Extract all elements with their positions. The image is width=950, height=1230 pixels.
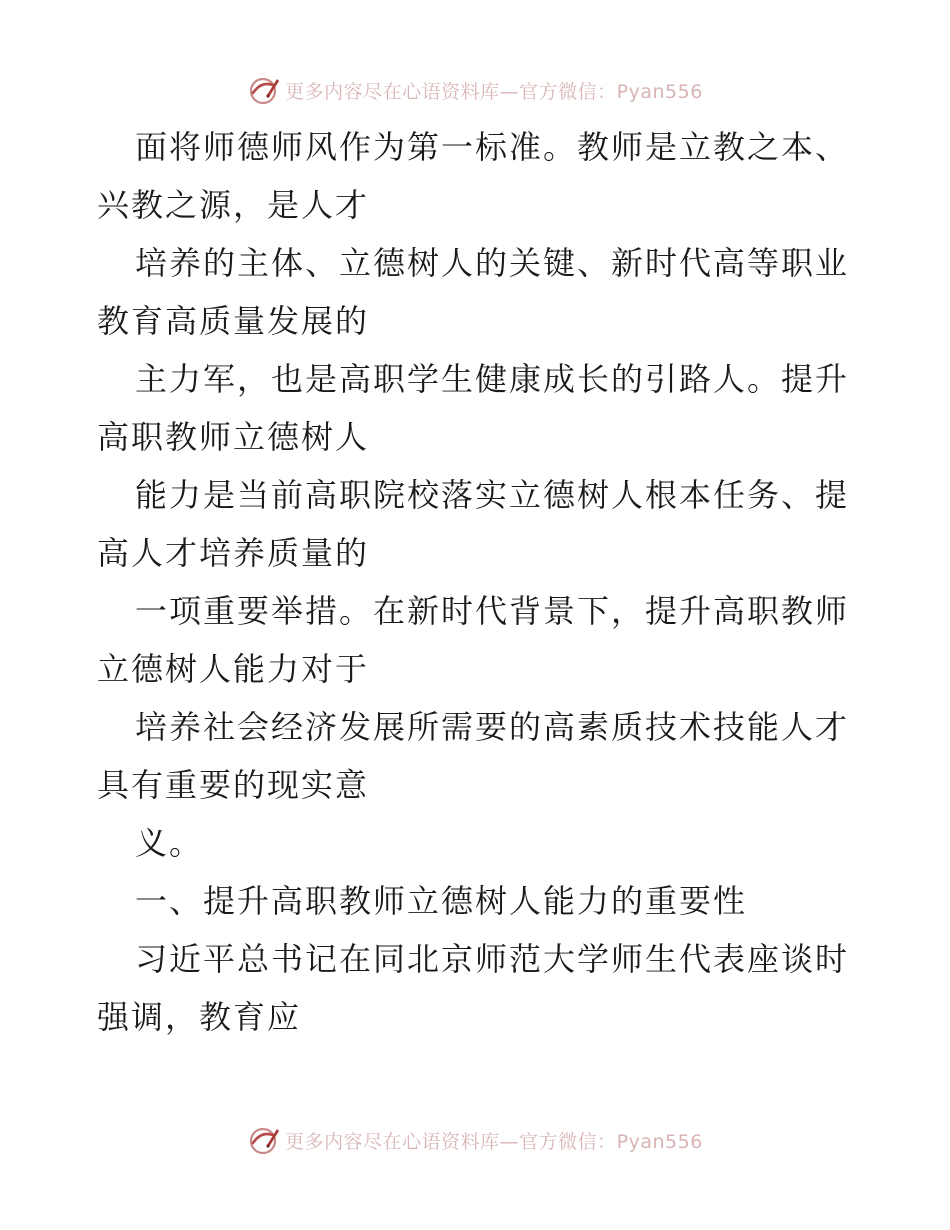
pen-swirl-logo-icon [247,73,281,107]
paragraph-line: 主力军，也是高职学生健康成长的引路人。提升 [135,360,850,398]
paragraph-line: 能力是当前高职院校落实立德树人根本任务、提 [135,476,850,514]
paragraph-line: 培养的主体、立德树人的关键、新时代高等职业 [135,244,850,282]
paragraph-line: 义。 [135,824,204,862]
paragraph-line: 立德树人能力对于 [97,650,370,688]
paragraph-line: 强调，教育应 [97,998,302,1036]
watermark-text: 更多内容尽在心语资料库—官方微信：Pyan556 [285,80,703,103]
paragraph-line: 一项重要举措。在新时代背景下，提升高职教师 [135,592,850,630]
pen-swirl-logo-icon [247,1123,281,1157]
watermark-text: 更多内容尽在心语资料库—官方微信：Pyan556 [285,1130,703,1153]
paragraph-line: 教育高质量发展的 [97,302,370,340]
paragraph-line: 面将师德师风作为第一标准。教师是立教之本、 [135,128,850,166]
section-heading: 一、提升高职教师立德树人能力的重要性 [135,882,748,920]
paragraph-line: 培养社会经济发展所需要的高素质技术技能人才 [135,708,850,746]
footer-watermark [0,1120,950,1160]
header-watermark [0,70,950,110]
paragraph-line: 高人才培养质量的 [97,534,370,572]
paragraph-line: 习近平总书记在同北京师范大学师生代表座谈时 [135,940,850,978]
paragraph-line: 具有重要的现实意 [97,766,370,804]
paragraph-line: 兴教之源，是人才 [97,186,370,224]
document-body [97,118,857,1046]
paragraph-line: 高职教师立德树人 [97,418,370,456]
